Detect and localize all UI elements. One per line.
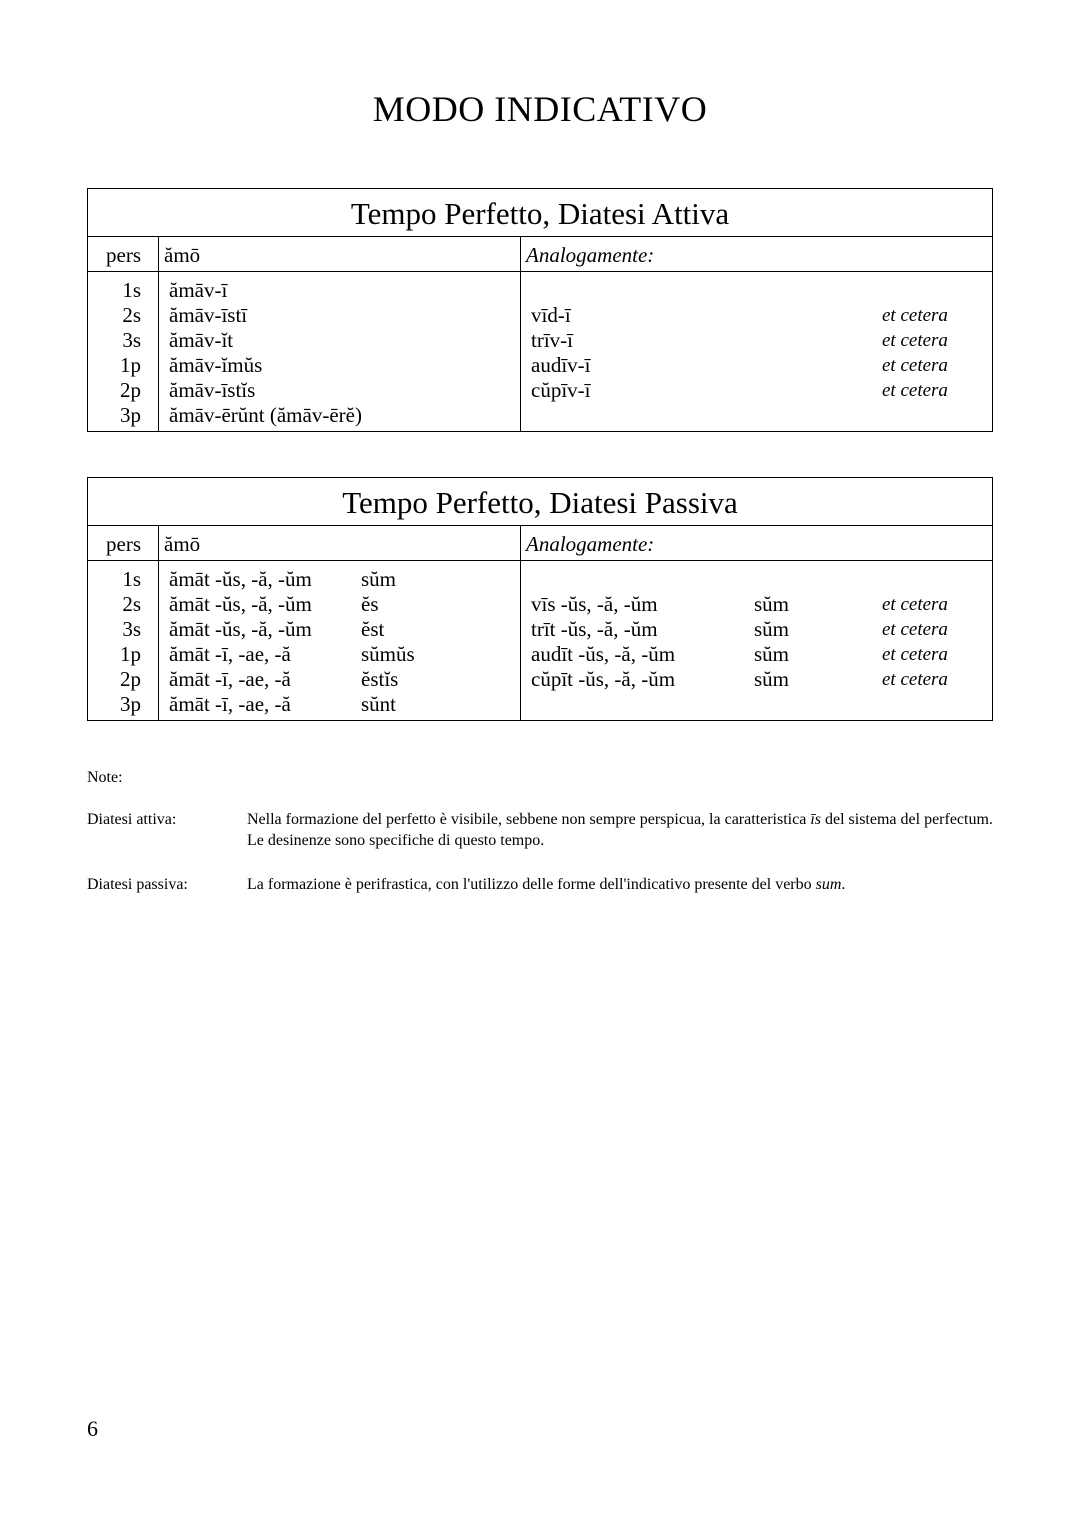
notes-heading: Note: <box>87 769 123 786</box>
analog-column <box>521 561 992 720</box>
pers-cell: 3s <box>122 328 141 352</box>
auxiliary-form: sŭmŭs <box>361 642 415 666</box>
auxiliary-form: sŭnt <box>361 692 397 716</box>
pers-cell: 2s <box>122 303 141 327</box>
pers-column <box>88 272 159 431</box>
verb-row <box>164 278 520 303</box>
auxiliary-form: ĕst <box>361 617 385 641</box>
pers-cell: 2s <box>122 592 141 616</box>
auxiliary-form: sŭm <box>754 642 790 666</box>
analog-row <box>526 303 992 328</box>
verb-row <box>164 378 520 403</box>
table-title: Tempo Perfetto, Diatesi Attiva <box>88 189 992 237</box>
analog-row <box>526 592 992 617</box>
verb-row <box>164 592 520 617</box>
pers-cell: 1p <box>120 353 141 377</box>
analog-column <box>521 272 992 431</box>
auxiliary-form: sŭm <box>754 617 790 641</box>
verb-form: ămāv-ērŭnt (ămāv-ērĕ) <box>169 403 362 427</box>
verb-form: ămāv-ī <box>169 278 228 302</box>
pers-cell: 3p <box>120 692 141 716</box>
analog-form: audīt -ŭs, -ă, -ŭm <box>531 642 676 666</box>
et-cetera: et cetera <box>882 330 948 351</box>
note-label: Diatesi attiva: <box>87 811 177 828</box>
analog-row <box>526 378 992 403</box>
pers-cell: 2p <box>120 378 141 402</box>
pers-cell: 1s <box>122 278 141 302</box>
pers-header: pers <box>88 237 159 271</box>
auxiliary-form: ĕs <box>361 592 379 616</box>
analog-row <box>526 617 992 642</box>
analog-header: Analogamente: <box>526 532 655 556</box>
verb-form: ămāt -ī, -ae, -ă <box>169 667 291 691</box>
verb-form: ămāt -ŭs, -ă, -ŭm <box>169 567 312 591</box>
auxiliary-form: sŭm <box>754 667 790 691</box>
analog-form: cŭpīv-ī <box>531 378 591 402</box>
et-cetera: et cetera <box>882 355 948 376</box>
et-cetera: et cetera <box>882 305 948 326</box>
table-header <box>88 526 992 561</box>
analog-form: vīs -ŭs, -ă, -ŭm <box>531 592 658 616</box>
verb-row <box>164 692 520 717</box>
pers-column <box>88 561 159 720</box>
note-label: Diatesi passiva: <box>87 876 188 893</box>
pers-cell: 3s <box>122 617 141 641</box>
et-cetera: et cetera <box>882 380 948 401</box>
verb-row <box>164 667 520 692</box>
table-perfetto-passiva <box>87 477 993 721</box>
analog-row <box>526 328 992 353</box>
table-body <box>88 561 992 720</box>
verb-column <box>159 561 521 720</box>
verb-row <box>164 567 520 592</box>
analog-form: vīd-ī <box>531 303 571 327</box>
verb-column <box>159 272 521 431</box>
note-text: Nella formazione del perfetto è visibile, sebbene non sempre perspicua, la caratteristica īs del sistema del perfectum. Le desinenze sono specifiche di questo tempo. <box>247 811 993 849</box>
verb-row <box>164 353 520 378</box>
verb-header: ămō <box>159 237 521 271</box>
verb-row <box>164 303 520 328</box>
verb-form: ămāt -ŭs, -ă, -ŭm <box>169 617 312 641</box>
et-cetera: et cetera <box>882 644 948 665</box>
et-cetera: et cetera <box>882 619 948 640</box>
analog-form: audīv-ī <box>531 353 591 377</box>
verb-form: ămāv-ĭmŭs <box>169 353 263 377</box>
verb-row <box>164 403 520 428</box>
verb-form: ămāt -ŭs, -ă, -ŭm <box>169 592 312 616</box>
table-body <box>88 272 992 431</box>
pers-cell: 2p <box>120 667 141 691</box>
verb-form: ămāt -ī, -ae, -ă <box>169 692 291 716</box>
table-header <box>88 237 992 272</box>
note-text: La formazione è perifrastica, con l'utilizzo delle forme dell'indicativo presente del verbo sum. <box>247 876 846 893</box>
analog-form: cŭpīt -ŭs, -ă, -ŭm <box>531 667 676 691</box>
analog-row <box>526 353 992 378</box>
pers-header: pers <box>88 526 159 560</box>
table-perfetto-attiva <box>87 188 993 432</box>
auxiliary-form: sŭm <box>361 567 397 591</box>
verb-row <box>164 617 520 642</box>
auxiliary-form: ĕstĭs <box>361 667 399 691</box>
verb-form: ămāv-īstī <box>169 303 248 327</box>
verb-form: ămāv-ĭt <box>169 328 234 352</box>
auxiliary-form: sŭm <box>754 592 790 616</box>
analog-form: trīv-ī <box>531 328 573 352</box>
page-title: MODO INDICATIVO <box>372 89 708 129</box>
pers-cell: 3p <box>120 403 141 427</box>
pers-cell: 1s <box>122 567 141 591</box>
analog-form: trīt -ŭs, -ă, -ŭm <box>531 617 658 641</box>
verb-row <box>164 642 520 667</box>
analog-row <box>526 642 992 667</box>
analog-row <box>526 667 992 692</box>
et-cetera: et cetera <box>882 669 948 690</box>
verb-row <box>164 328 520 353</box>
pers-cell: 1p <box>120 642 141 666</box>
analog-header: Analogamente: <box>526 243 655 267</box>
verb-form: ămāt -ī, -ae, -ă <box>169 642 291 666</box>
page-number: 6 <box>87 1416 98 1441</box>
et-cetera: et cetera <box>882 594 948 615</box>
verb-form: ămāv-īstĭs <box>169 378 256 402</box>
verb-header: ămō <box>159 526 521 560</box>
table-title: Tempo Perfetto, Diatesi Passiva <box>88 478 992 526</box>
